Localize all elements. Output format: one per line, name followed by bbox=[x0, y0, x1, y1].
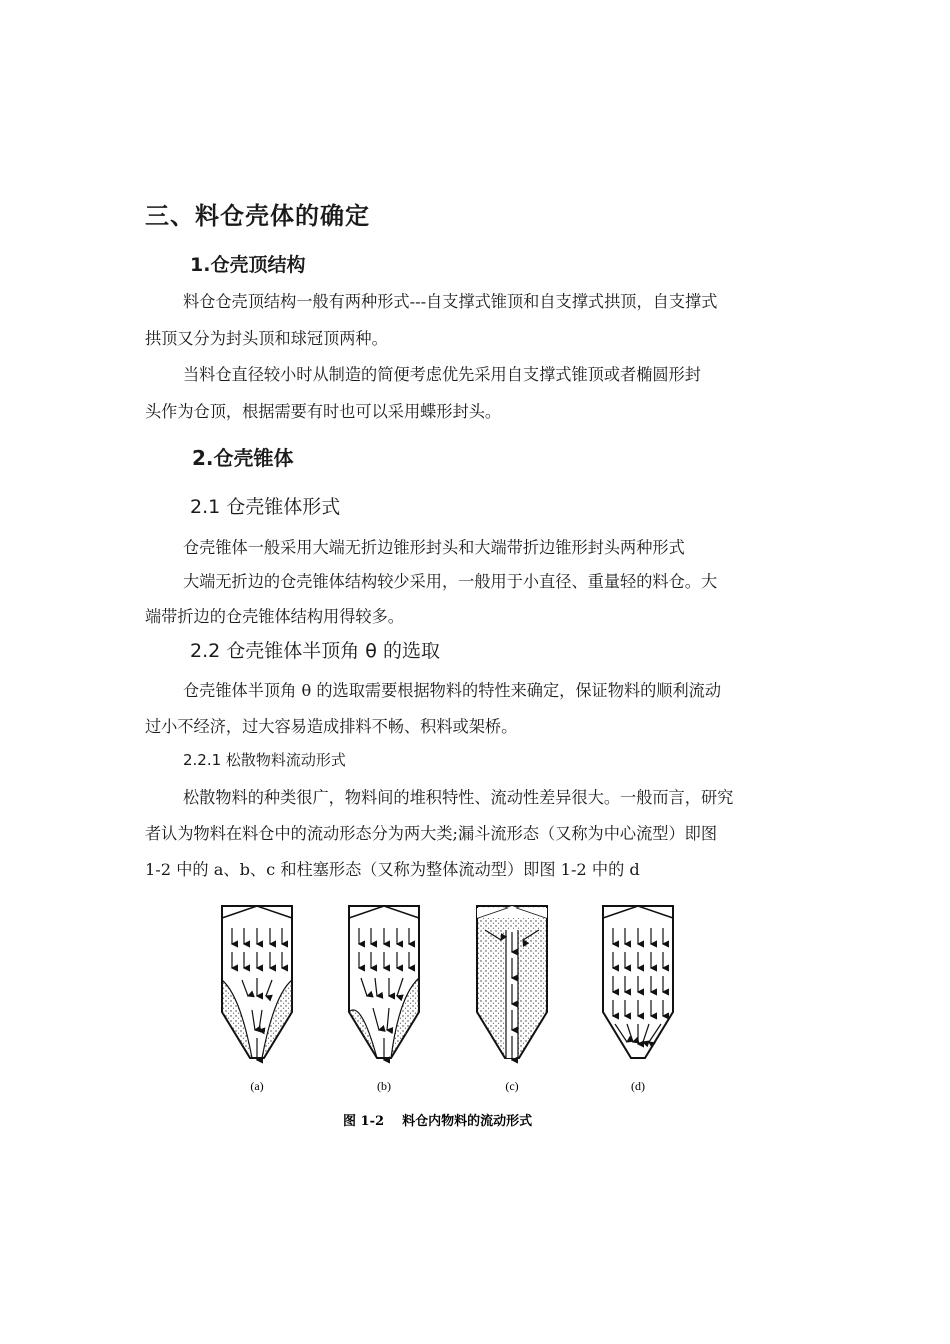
silo-flow-figure bbox=[215, 900, 685, 1140]
paragraph-line: 者认为物料在料仓中的流动形态分为两大类;漏斗流形态（又称为中心流型）即图 bbox=[145, 824, 718, 843]
figure-label-d: (d) bbox=[631, 1079, 645, 1093]
paragraph-line: 端带折边的仓壳锥体结构用得较多。 bbox=[145, 607, 404, 626]
section-title: 三、料仓壳体的确定 bbox=[145, 202, 370, 230]
figure-label-a: (a) bbox=[250, 1079, 264, 1093]
figure-label-b: (b) bbox=[377, 1079, 391, 1093]
silo-c bbox=[477, 906, 547, 1060]
paragraph-line: 大端无折边的仓壳锥体结构较少采用，一般用于小直径、重量轻的料仓。大 bbox=[183, 572, 718, 591]
subheading-half-apex-angle: 2.2 仓壳锥体半顶角 θ 的选取 bbox=[190, 640, 440, 662]
paragraph-line: 过小不经济，过大容易造成排料不畅、积料或架桥。 bbox=[145, 717, 518, 736]
paragraph-line: 松散物料的种类很广，物料间的堆积特性、流动性差异很大。一般而言，研究 bbox=[183, 788, 734, 807]
subheading-flow-forms: 2.2.1 松散物料流动形式 bbox=[183, 751, 346, 769]
figure-caption: 图 1-2 料仓内物料的流动形式 bbox=[343, 1114, 533, 1129]
paragraph-line: 仓壳锥体一般采用大端无折边锥形封头和大端带折边锥形封头两种形式 bbox=[183, 538, 685, 557]
paragraph-line: 当料仓直径较小时从制造的简便考虑优先采用自支撑式锥顶或者椭圆形封 bbox=[183, 365, 701, 384]
heading-roof-structure: 1.仓壳顶结构 bbox=[190, 254, 306, 276]
subheading-cone-form: 2.1 仓壳锥体形式 bbox=[190, 496, 341, 518]
paragraph-line: 拱顶又分为封头顶和球冠顶两种。 bbox=[145, 329, 388, 348]
silo-a bbox=[222, 906, 292, 1060]
paragraph-line: 仓壳锥体半顶角 θ 的选取需要根据物料的特性来确定，保证物料的顺利流动 bbox=[183, 681, 722, 700]
silo-b bbox=[349, 906, 419, 1060]
silo-d bbox=[603, 906, 673, 1058]
paragraph-line: 1-2 中的 a、b、c 和柱塞形态（又称为整体流动型）即图 1-2 中的 d bbox=[145, 860, 640, 879]
silo-flow-diagram bbox=[215, 900, 685, 1140]
figure-label-c: (c) bbox=[505, 1079, 519, 1093]
paragraph-line: 头作为仓顶，根据需要有时也可以采用蝶形封头。 bbox=[145, 402, 502, 421]
heading-cone-body: 2.仓壳锥体 bbox=[192, 446, 294, 470]
paragraph-line: 料仓仓壳顶结构一般有两种形式---自支撑式锥顶和自支撑式拱顶，自支撑式 bbox=[183, 292, 718, 311]
